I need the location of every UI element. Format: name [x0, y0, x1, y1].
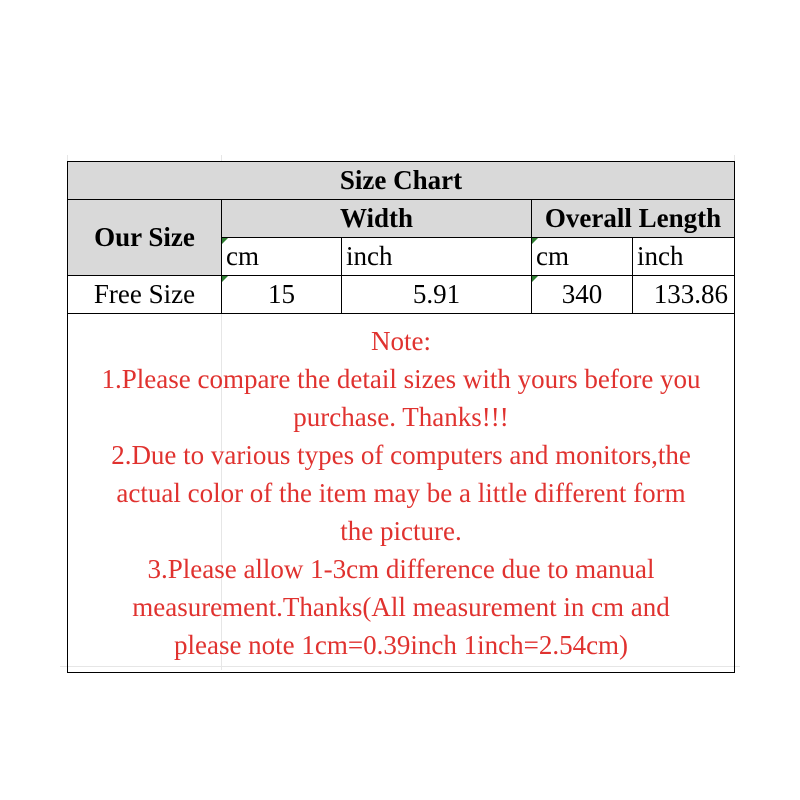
- overall-length-header: Overall Length: [532, 200, 735, 238]
- title-row: [68, 162, 735, 200]
- note-line: 3.Please allow 1-3cm difference due to manual: [147, 554, 655, 584]
- note-line: purchase. Thanks!!!: [293, 402, 509, 432]
- note-block: [68, 314, 735, 673]
- size-chart-table: [67, 161, 735, 673]
- table-row: [68, 276, 735, 314]
- note-line: 2.Due to various types of computers and monitors,the: [111, 440, 691, 470]
- note-line: the picture.: [340, 516, 462, 546]
- length-inch-value: 133.86: [633, 276, 735, 314]
- header-row: [68, 200, 735, 238]
- unit-length-inch: inch: [633, 238, 735, 276]
- width-cm-value: 15: [222, 276, 342, 314]
- note-line: please note 1cm=0.39inch 1inch=2.54cm): [173, 630, 629, 660]
- note-row: [68, 314, 735, 673]
- note-line: actual color of the item may be a little different form: [116, 478, 686, 508]
- note-line: 1.Please compare the detail sizes with yours before you: [101, 364, 701, 394]
- width-header: Width: [222, 200, 532, 238]
- unit-width-inch: inch: [342, 238, 532, 276]
- unit-length-cm: cm: [532, 238, 633, 276]
- note-line: measurement.Thanks(All measurement in cm and: [132, 592, 670, 622]
- table-title: Size Chart: [68, 162, 735, 200]
- length-cm-value: 340: [532, 276, 633, 314]
- note-heading: Note:: [371, 326, 432, 356]
- size-label: Free Size: [68, 276, 222, 314]
- width-inch-value: 5.91: [342, 276, 532, 314]
- unit-width-cm: cm: [222, 238, 342, 276]
- our-size-header: Our Size: [68, 200, 222, 276]
